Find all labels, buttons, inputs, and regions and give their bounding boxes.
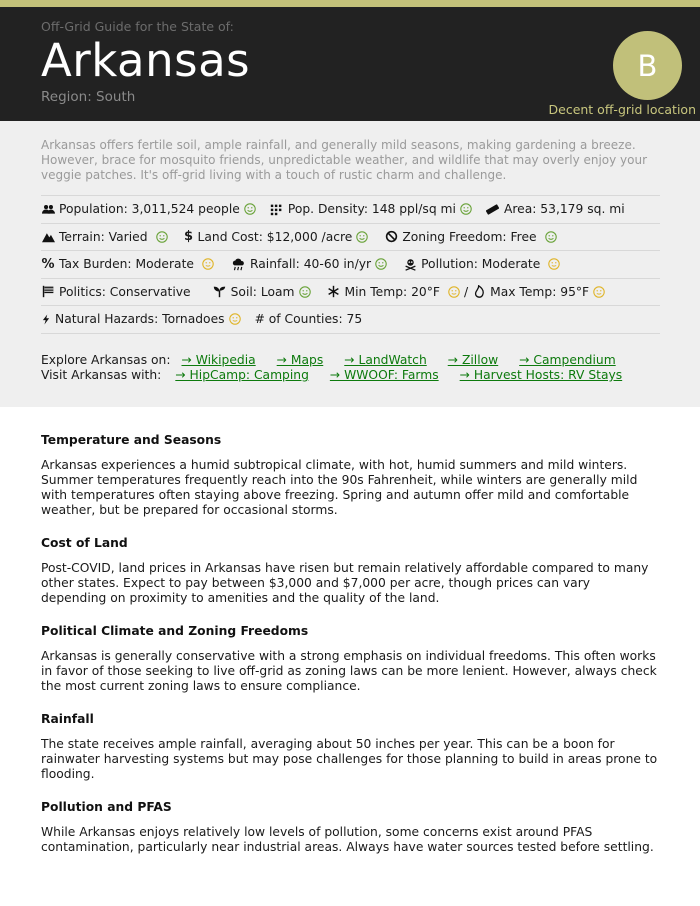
stat-counties: # of Counties: 75 (254, 312, 363, 327)
state-name: Arkansas (41, 34, 251, 87)
stats-row (41, 224, 660, 252)
cloud-rain-icon (232, 257, 246, 271)
neutral-smiley-icon (229, 313, 241, 325)
section-body: While Arkansas enjoys relatively low levels of pollution, some concerns exist around PFAS contamination, particularly near industrial areas. Always have water sources tested before settling. (41, 825, 654, 854)
ban-icon (384, 230, 398, 244)
neutral-smiley-icon (202, 258, 214, 270)
section-title: Temperature and Seasons (41, 433, 222, 447)
stat-pollution: Pollution: Moderate (403, 257, 560, 271)
grade-badge: B (613, 31, 682, 100)
explore-links (41, 353, 659, 369)
link-wwoof[interactable]: → WWOOF: Farms (329, 368, 439, 382)
explore-lead: Explore Arkansas on: (41, 352, 171, 367)
neutral-smiley-icon (448, 286, 460, 298)
neutral-smiley-icon (593, 286, 605, 298)
stat-population: Population: 3,011,524 people (41, 202, 256, 216)
state-label: Off-Grid Guide for the State of: (41, 19, 234, 34)
summary-panel (0, 121, 700, 407)
section-pollution (41, 800, 659, 855)
neutral-smiley-icon (548, 258, 560, 270)
stat-rainfall: Rainfall: 40-60 in/yr (232, 257, 387, 271)
good-smiley-icon (356, 231, 368, 243)
dollar-icon: $ (183, 229, 194, 245)
stats-row (41, 251, 660, 279)
top-accent-bar (0, 0, 700, 7)
section-temperature (41, 433, 659, 518)
seedling-icon (213, 285, 227, 299)
stat-terrain: Terrain: Varied (41, 230, 168, 244)
stat-zoning: Zoning Freedom: Free (384, 230, 556, 244)
stats-row (41, 306, 660, 334)
good-smiley-icon (460, 203, 472, 215)
good-smiley-icon (156, 231, 168, 243)
stat-density: Pop. Density: 148 ppl/sq mi (270, 202, 472, 216)
visit-lead: Visit Arkansas with: (41, 368, 162, 382)
good-smiley-icon (545, 231, 557, 243)
link-maps[interactable]: → Maps (276, 352, 324, 367)
section-title: Pollution and PFAS (41, 800, 172, 814)
section-politics (41, 624, 659, 694)
link-panel (41, 353, 659, 384)
good-smiley-icon (299, 286, 311, 298)
percent-icon: % (41, 256, 55, 272)
users-icon (41, 202, 55, 216)
section-body: Arkansas is generally conservative with a strong emphasis on individual freedoms. This often works in favor of those seeking to live off-grid as zoning laws can be more lenient. However, always check the most current zoning laws to ensure compliance. (41, 649, 657, 693)
grade-description: Decent off-grid location (548, 102, 696, 117)
section-title: Political Climate and Zoning Freedoms (41, 624, 309, 638)
section-body: Arkansas experiences a humid subtropical climate, with hot, humid summers and mild winters. Summer temperatures frequently reach into the 90s Fahrenheit, while winters are generally mild with temperatures often staying above freezing. Spring and autumn offer mild and comfortable weather, but be prepared for occasional storms. (41, 458, 638, 517)
fire-icon (472, 285, 486, 299)
visit-links (41, 368, 659, 384)
bolt-icon (41, 312, 51, 326)
stats-row (41, 279, 660, 307)
stat-max-temp: Max Temp: 95°F (472, 285, 605, 299)
stat-soil: Soil: Loam (213, 285, 311, 299)
section-body: Post-COVID, land prices in Arkansas have risen but remain relatively affordable compared to many other states. Expect to pay between $3,000 and $7,000 per acre, though prices can vary depending on proximity to amenities and the quality of the land. (41, 561, 649, 605)
section-title: Cost of Land (41, 536, 128, 550)
section-rainfall (41, 712, 659, 782)
link-landwatch[interactable]: → LandWatch (344, 352, 427, 367)
stats-row (41, 196, 660, 224)
skull-crossbones-icon (403, 257, 417, 271)
stat-hazards: Natural Hazards: Tornadoes (41, 312, 241, 326)
flag-icon (41, 285, 55, 299)
mountain-icon (41, 230, 55, 244)
stat-land-cost: $ Land Cost: $12,000 /acre (184, 230, 369, 244)
grid-dots-icon (270, 202, 284, 216)
intro-text: Arkansas offers fertile soil, ample rainfall, and generally mild seasons, making gardening a breeze. However, brace for mosquito friends, unpredictable weather, and wildlife that may overly enjoy your veggie patches. It's off-grid living with a touch of rustic charm and challenge. (41, 138, 648, 182)
link-zillow[interactable]: → Zillow (447, 352, 499, 367)
good-smiley-icon (244, 203, 256, 215)
ruler-icon (486, 202, 500, 216)
link-hipcamp[interactable]: → HipCamp: Camping (175, 368, 309, 382)
snowflake-icon (327, 285, 341, 299)
stat-tax: % Tax Burden: Moderate (41, 257, 214, 271)
section-land-cost (41, 536, 659, 606)
temp-separator: / (463, 284, 469, 299)
article-content (0, 407, 700, 855)
link-wikipedia[interactable]: → Wikipedia (181, 352, 256, 367)
link-harvest-hosts[interactable]: → Harvest Hosts: RV Stays (459, 368, 623, 382)
stats-table (41, 195, 660, 334)
stat-area: Area: 53,179 sq. mi (486, 202, 625, 216)
link-campendium[interactable]: → Campendium (519, 352, 616, 367)
section-title: Rainfall (41, 712, 94, 726)
good-smiley-icon (375, 258, 387, 270)
region-label: Region: South (41, 89, 136, 105)
stat-politics: Politics: Conservative (41, 285, 191, 299)
section-body: The state receives ample rainfall, averaging about 50 inches per year. This can be a boon for rainwater harvesting systems but may pose challenges for those planning to build in areas prone to flooding. (41, 737, 658, 781)
page-header (0, 7, 700, 121)
stat-min-temp: Min Temp: 20°F (327, 285, 460, 299)
